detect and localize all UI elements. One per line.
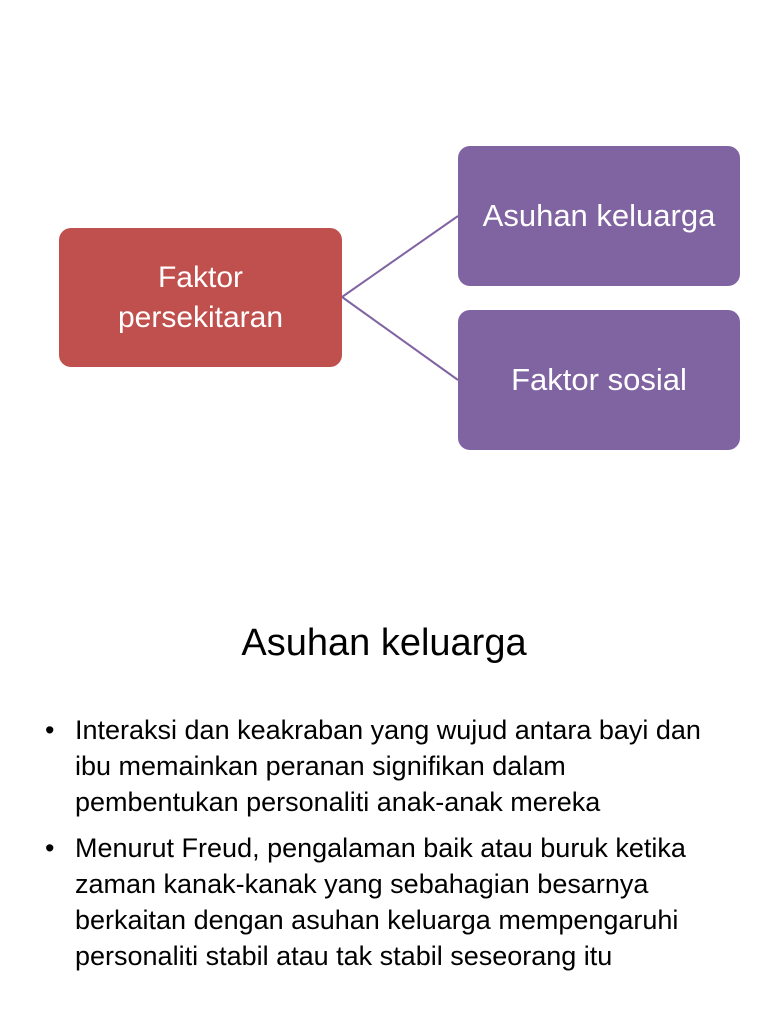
bullet-text: Interaksi dan keakraban yang wujud antara bayi dan ibu memainkan peranan signifikan dalam pembentukan personaliti anak-anak mereka xyxy=(75,715,701,817)
connector-to-asuhan-keluarga xyxy=(342,216,458,297)
bullet-text: Menurut Freud, pengalaman baik atau buruk ketika zaman kanak-kanak yang sebahagian besarnya berkaitan dengan asuhan keluarga mempengaruhi personaliti stabil atau tak stabil seseorang itu xyxy=(75,833,686,971)
connector-to-faktor-sosial xyxy=(342,297,458,380)
node-root-label-line1: Faktor xyxy=(157,260,244,294)
node-child-label: Faktor sosial xyxy=(511,362,687,397)
node-root-label-line2: persekitaran xyxy=(117,300,284,334)
node-faktor-sosial xyxy=(458,310,740,450)
list-item xyxy=(45,712,735,820)
bullet-icon: • xyxy=(45,833,55,863)
node-faktor-persekitaran xyxy=(59,228,342,367)
slide-title: Asuhan keluarga xyxy=(241,622,527,664)
list-item xyxy=(45,830,735,974)
node-child-label: Asuhan keluarga xyxy=(482,198,716,233)
bullet-list xyxy=(45,712,735,984)
bullet-icon: • xyxy=(45,715,55,745)
node-asuhan-keluarga xyxy=(458,146,740,286)
